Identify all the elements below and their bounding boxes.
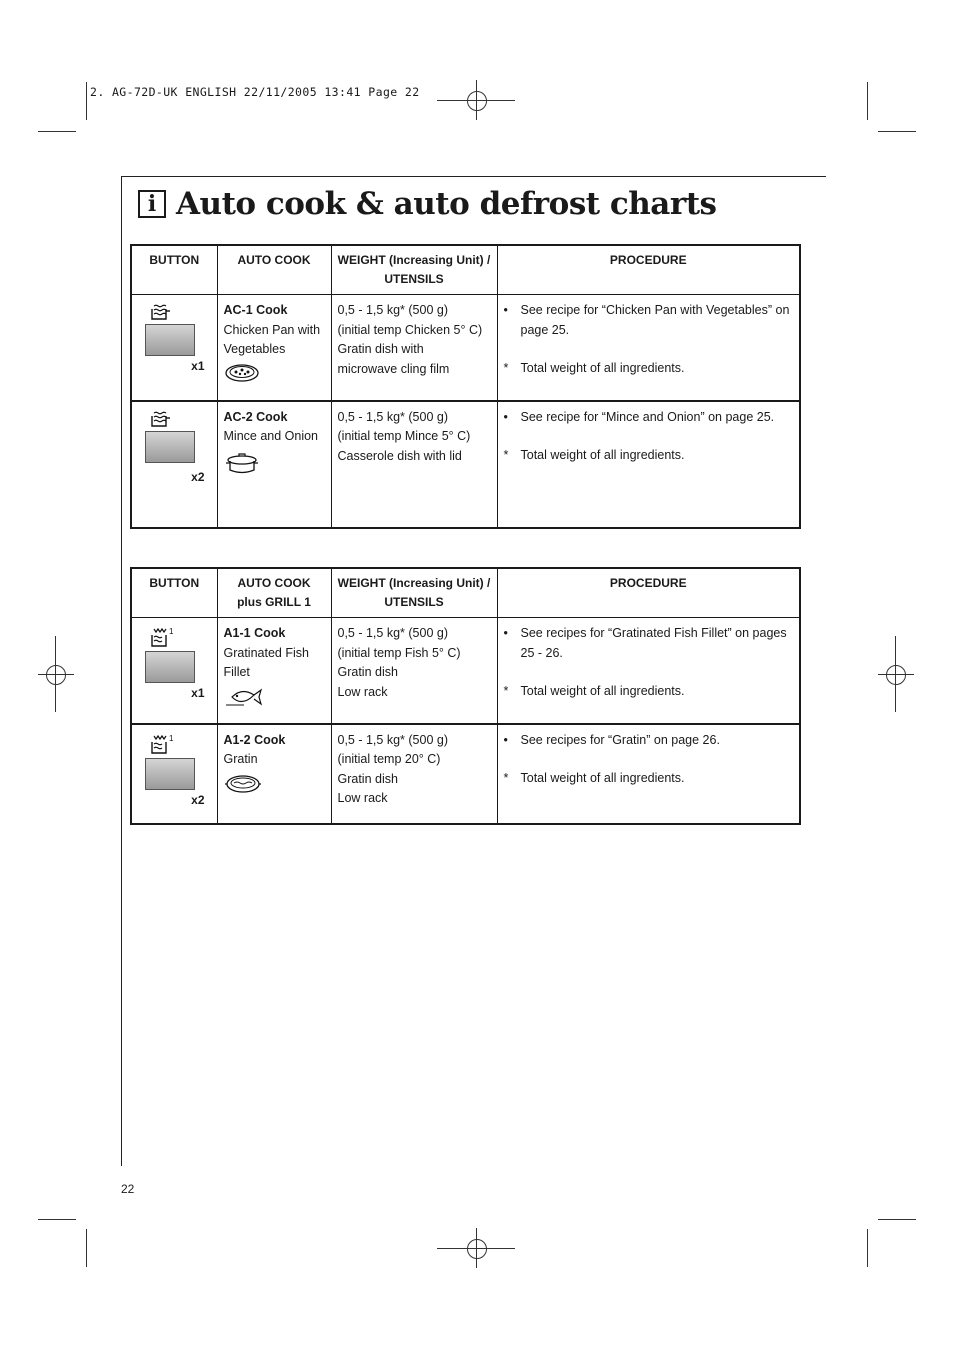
procedure-cell [497,401,800,528]
asterisk-mark: * [503,448,509,462]
procedure-cell [497,295,800,401]
button-cell [131,618,217,724]
table-row [131,724,800,824]
weight-line: 0,5 - 1,5 kg* (500 g) [337,732,448,747]
program-description: Gratinated Fish Fillet [223,645,309,679]
weight-line: Gratin dish [337,771,398,786]
header-button: BUTTON [131,568,217,618]
auto-cook-table [130,244,801,529]
program-description: Chicken Pan with Vegetables [223,322,321,356]
auto-cook-grill-icon [150,734,176,754]
procedure-text: See recipes for “Gratin” on page 26. [520,732,720,747]
weight-line: Gratin dish [337,665,398,679]
program-description: Mince and Onion [223,429,319,443]
weight-line: 0,5 - 1,5 kg* (500 g) [337,409,448,424]
page-title [138,186,717,222]
auto-cook-cell [217,618,331,724]
bullet-mark: • [503,732,508,747]
control-panel-button [145,651,195,683]
control-panel-button [145,324,195,356]
page-title-text: Auto cook & auto defrost charts [176,186,717,222]
auto-cook-grill-icon [150,627,176,647]
program-name: AC-1 Cook [223,303,288,317]
procedure-note: Total weight of all ingredients. [520,448,685,462]
asterisk-mark: * [503,684,509,698]
bullet-mark: • [503,409,508,424]
info-icon: i [138,190,166,218]
program-name: A1-2 Cook [223,732,286,747]
weight-cell [331,401,497,528]
button-cell [131,295,217,401]
table-row [131,401,800,528]
auto-cook-cell [217,295,331,401]
grill-level-label: 1 [169,733,174,743]
casserole-dish-icon [224,449,260,475]
procedure-text: See recipes for “Gratinated Fish Fillet” on pages 25 - 26. [520,626,787,660]
control-panel-button [145,758,195,790]
procedure-note: Total weight of all ingredients. [520,771,685,785]
program-name: AC-2 Cook [223,409,288,424]
weight-line: microwave cling film [337,361,450,376]
asterisk-mark: * [503,361,509,375]
gratin-dish-icon [224,772,262,796]
table-row [131,618,800,724]
header-procedure: PROCEDURE [497,245,800,295]
weight-line: Gratin dish with [337,342,424,356]
press-count: x1 [191,359,205,373]
weight-line: (initial temp 20° C) [337,752,441,766]
page-frame-left [121,176,122,1166]
procedure-cell [497,724,800,824]
page-frame-top [121,176,826,177]
table-header [131,245,800,295]
procedure-text: See recipe for “Mince and Onion” on page 25. [520,409,775,424]
auto-cook-cell [217,401,331,528]
auto-cook-cell [217,724,331,824]
program-name: A1-1 Cook [223,626,286,640]
auto-cook-icon [150,411,172,427]
press-count: x2 [191,792,205,807]
press-count: x1 [191,686,205,700]
control-panel-button [145,431,195,463]
bullet-mark: • [503,626,508,640]
table-header [131,568,800,618]
header-procedure: PROCEDURE [497,568,800,618]
asterisk-mark: * [503,771,509,785]
weight-cell [331,295,497,401]
header-auto-cook-grill: AUTO COOK plus GRILL 1 [217,568,331,618]
button-cell [131,401,217,528]
procedure-note: Total weight of all ingredients. [520,361,685,375]
grill-level-label: 1 [169,627,174,636]
header-button: BUTTON [131,245,217,295]
print-slug: 2. AG-72D-UK ENGLISH 22/11/2005 13:41 Page 22 [90,85,420,99]
fish-icon [224,685,264,709]
weight-line: (initial temp Fish 5° C) [337,645,461,660]
weight-cell [331,618,497,724]
page-number: 22 [121,1182,135,1196]
weight-line: (initial temp Chicken 5° C) [337,322,483,337]
header-auto-cook: AUTO COOK [217,245,331,295]
procedure-cell [497,618,800,724]
bullet-mark: • [503,303,508,317]
button-cell [131,724,217,824]
auto-cook-icon [150,304,172,320]
gratin-dish-vegetables-icon [224,362,260,384]
procedure-note: Total weight of all ingredients. [520,684,685,698]
weight-line: Casserole dish with lid [337,448,462,463]
header-weight: WEIGHT (Increasing Unit) / UTENSILS [331,568,497,618]
auto-cook-grill-table [130,567,801,825]
weight-line: Low rack [337,791,388,805]
weight-cell [331,724,497,824]
header-weight: WEIGHT (Increasing Unit) / UTENSILS [331,245,497,295]
table-row [131,295,800,401]
program-description: Gratin [223,752,258,766]
press-count: x2 [191,469,205,484]
weight-line: 0,5 - 1,5 kg* (500 g) [337,626,448,640]
weight-line: (initial temp Mince 5° C) [337,429,471,443]
weight-line: 0,5 - 1,5 kg* (500 g) [337,303,448,317]
procedure-text: See recipe for “Chicken Pan with Vegetables” on page 25. [520,303,790,337]
weight-line: Low rack [337,684,388,699]
